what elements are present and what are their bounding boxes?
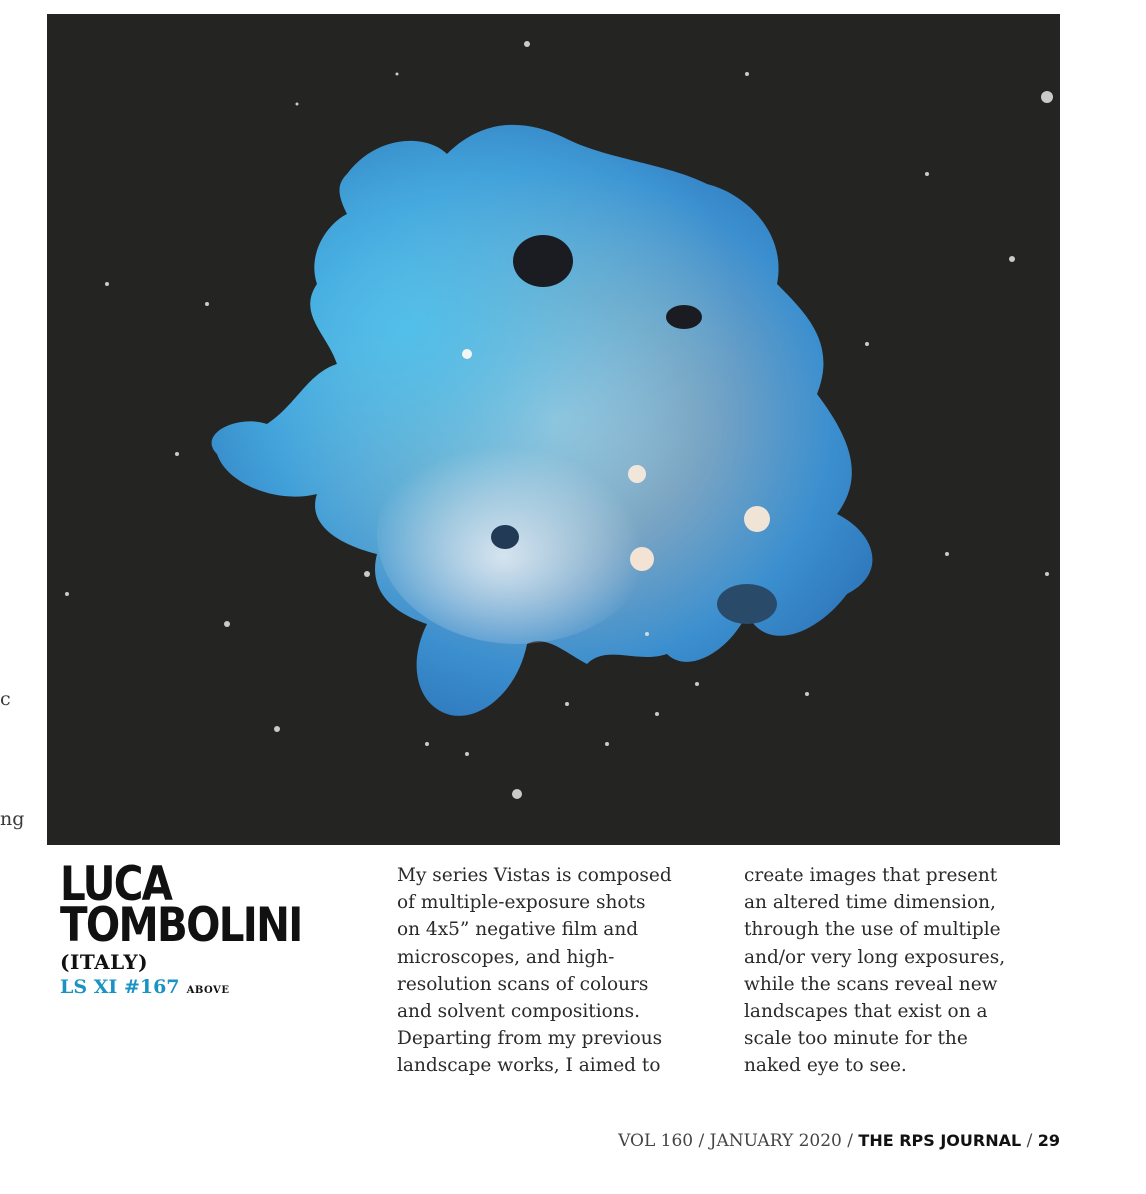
- image-reference-code: LS XI #167: [60, 976, 180, 998]
- body-line: microscopes, and high-: [397, 946, 615, 968]
- artist-credit: [60, 857, 350, 998]
- gutter-text-fragment: ng: [0, 808, 25, 830]
- body-line: of multiple-exposure shots: [397, 892, 646, 914]
- issue-info: VOL 160 / JANUARY 2020 /: [618, 1131, 853, 1151]
- feature-photograph: [47, 14, 1060, 845]
- body-line: create images that present: [744, 865, 998, 886]
- body-line: an altered time dimension,: [744, 892, 996, 914]
- body-line: resolution scans of colours: [397, 973, 649, 995]
- body-line: on 4x5” negative film and: [397, 919, 639, 941]
- artist-first-name: LUCA: [60, 857, 172, 912]
- artist-country: (ITALY): [60, 950, 149, 974]
- body-line: My series Vistas is composed: [397, 865, 672, 886]
- folio-separator: /: [1026, 1131, 1033, 1151]
- body-line: and solvent compositions.: [397, 1001, 641, 1023]
- microscope-colour-landscape-image: [47, 14, 1060, 845]
- body-line: while the scans reveal new: [744, 973, 998, 995]
- body-line: scale too minute for the: [744, 1028, 968, 1050]
- artist-last-name: TOMBOLINI: [60, 898, 302, 953]
- body-line: through the use of multiple: [744, 919, 1001, 941]
- body-line: Departing from my previous: [397, 1028, 663, 1050]
- journal-title: THE RPS JOURNAL: [858, 1131, 1022, 1150]
- body-line: landscape works, I aimed to: [397, 1055, 661, 1077]
- body-text-column-2: [744, 862, 1074, 1080]
- body-line: landscapes that exist on a: [744, 1001, 988, 1023]
- body-line: and/or very long exposures,: [744, 946, 1006, 968]
- body-text-column-1: [397, 862, 727, 1080]
- artist-name: [60, 857, 309, 953]
- body-line: naked eye to see.: [744, 1055, 907, 1077]
- page-number: 29: [1037, 1131, 1060, 1150]
- gutter-text-fragment: c: [0, 688, 11, 710]
- image-position-note: ABOVE: [186, 985, 230, 996]
- image-reference: [60, 976, 350, 998]
- page-footer: [618, 1131, 1060, 1151]
